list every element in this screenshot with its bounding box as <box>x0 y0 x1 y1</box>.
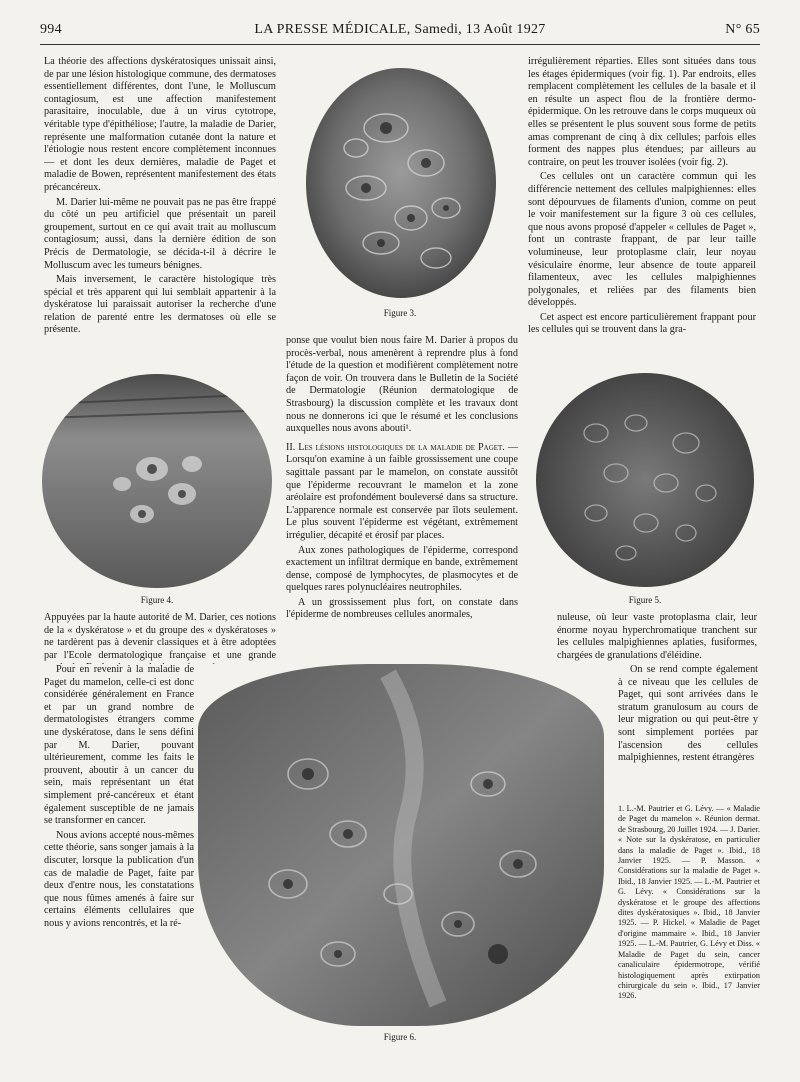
running-header <box>40 22 760 42</box>
figure-5-caption: Figure 5. <box>628 595 662 605</box>
journal-title: LA PRESSE MÉDICALE, Samedi, 13 Août 1927 <box>254 22 546 37</box>
paragraph: Pour en revenir à la maladie de Paget du mamelon, celle-ci est donc considérée généralement en France et par un grand nombre de dermatologistes étrangers comme une dyskératose, dans le sens défini par M. Darier, pouvant ultérieurement, comme les faits le prouvent, aboutir à un cancer du sein, mais représentant un état simplement pré-cancéreux et étant également susceptible de ne jamais se transformer en cancer. <box>44 664 194 827</box>
col1-top-text <box>44 56 276 346</box>
col1-bottom-text-b <box>44 664 194 1040</box>
paragraph: Appuyées par la haute autorité de M. Darier, ces notions de la « dyskératose » et du groupe des « dyskératoses » ne tardèrent pas à devenir classiques et à être adoptées par l'Ecole dermatologique française et une grande <box>44 612 276 661</box>
figure-4-caption: Figure 4. <box>140 595 174 605</box>
header-rule <box>40 44 760 45</box>
paragraph: On se rend compte également à ce niveau que les cellules de Paget, qui sont arrivées dans le stratum granulosum au cours de leur migration ou qui peut-être y sont simplement portées par l'ascension des cellules malpighiennes, restent étrangères <box>618 664 758 764</box>
paragraph: irrégulièrement réparties. Elles sont situées dans tous les étages épidermiques (voir fig. 1). Par endroits, elles remplacent complètement les cellules de la basale et il en résulte un aspect flou de la frontière dermo-épidermique. On les retrouve dans le corps muqueux où elles se présentent le plus souvent sous forme de petits amas comprenant de cinq à dix cellules; parfois elles forment des nappes plus étendues; par ailleurs au contraire, on peut les trouver isolées (voir fig. 2). <box>528 56 756 168</box>
paragraph: Mais inversement, le caractère histologique très spécial et très apparent qui lui semblait appartenir à la dyskératose lui paraissait autoriser la recherche d'une relation de parenté entre les dermatoses où elle se présente. <box>44 274 276 336</box>
paragraph: A un grossissement plus fort, on constate dans l'épiderme de nombreuses cellules anormales, <box>286 596 518 621</box>
col3-mid-text-b <box>618 664 758 792</box>
col3-mid-text-a <box>557 612 757 664</box>
section-heading: II. Les lésions histologiques de la maladie de Paget. <box>286 441 505 453</box>
paragraph: Aux zones pathologiques de l'épiderme, correspond exactement un infiltrat dermique en bande, extrêmement dense, composé de lymphocytes, de plasmocytes et de quelques rares polynucléaires neutrophiles. <box>286 544 518 594</box>
col1-bottom-text-a <box>44 612 276 664</box>
issue-number: N° 65 <box>725 22 760 37</box>
figure-3-micrograph <box>306 68 496 298</box>
paragraph: Nous avions accepté nous-mêmes cette théorie, sans songer jamais à la discuter, lorsque la publication d'un cas de maladie de Paget, faite par deux d'entre nous, les constatations que nous fûmes amenés à faire sur certains éléments cellulaires que nous y avions rencontrés, et la ré- <box>44 829 194 929</box>
figure-5-micrograph <box>536 373 754 587</box>
figure-3-caption: Figure 3. <box>383 308 417 318</box>
figure-6-caption: Figure 6. <box>383 1032 417 1042</box>
figure-4-micrograph <box>42 374 272 588</box>
paragraph: ponse que voulut bien nous faire M. Darier à propos du procès-verbal, nous amenèrent à reprendre plus à fond l'étude de la question et modifièrent complètement notre façon de voir. On trouvera dans le Bulletin de la Société de Dermatologie (Réunion dermatologique de Strasbourg) la discussion complète et les travaux dont nous ne donnerons ici que le résumé et les conclusions auxquelles nous avons abouti¹. <box>286 335 518 435</box>
paragraph: Ces cellules ont un caractère commun qui les différencie nettement des cellules malpighiennes: elles sont dépourvues de filaments d'union, comme on peut le voir manifestement sur la figure 3 où ces cellules, que nous avons proposé d'appeler « cellules de Paget », font un contraste frappant, de par leur taille volumineuse, leur protoplasme clair, leur noyau vésiculaire énorme, leur absence de toute appareil filamenteux, avec les cellules malpighiennes polygonales, et reliées par des filaments bien développés. <box>528 171 756 309</box>
page-number: 994 <box>40 22 62 37</box>
figure-6-micrograph <box>198 664 604 1026</box>
col3-top-text <box>528 56 756 344</box>
footnote: 1. L.-M. Pautrier et G. Lévy. — « Maladie de Paget du mamelon ». Réunion dermat. de Strasbourg, 20 Juillet 1924. — J. Darier. « Note sur la dyskératose, en particulier dans la maladie de Paget ». Ibid., 18 Janvier 1925. — P. Masson. « Considérations sur la maladie de Paget ». Ibid., 18 Janvier 1925. — L.-M. Pautrier et G. Lévy. « Considérations sur la dyskératose et le groupe des affections dites dyskératosiques ». Ibid., 18 Janvier 1925. — P. Hickel. « Maladie de Paget d'origine mammaire ». Ibid., 18 Janvier 1925. — L.-M. Pautrier, G. Lévy et Diss. « Maladie de Paget du sein, cancer canaliculaire épidermotrope, vérifié histologiquement après extirpation chirurgicale du sein ». Ibid., 17 Janvier 1926. <box>618 804 760 1001</box>
paragraph: M. Darier lui-même ne pouvait pas ne pas être frappé du côté un peu artificiel que présentait un pareil groupement, surtout en ce qui avait trait au molluscum contagiosum; aussi, dans la dernière édition de son Précis de Dermatologie, se décida-t-il à décrire le Molluscum avec les tumeurs bénignes. <box>44 196 276 271</box>
section-paragraph <box>286 442 518 543</box>
paragraph: La théorie des affections dyskératosiques unissait ainsi, de par une lésion histologique commune, des dermatoses essentiellement différentes, dont l'une, le Molluscum contagiosum, est une affection manifestement parasitaire, inoculable, due à un virus cytotrope, véritable type d'épithéliose; l'autre, la maladie de Darier, représente une malformation cutanée dont la nature et l'étiologie nous restent encore complètement inconnues — et dont les deux dernières, maladie de Paget et maladie de Bowen, représentent manifestement des états précancéreux. <box>44 56 276 193</box>
col2-text <box>286 335 518 653</box>
paragraph: nuleuse, où leur vaste protoplasma clair, leur énorme noyau hyperchromatique tranchent sur les cellules malpighiennes aplaties, fusiformes, chargées de granulations d'éléidine. <box>557 612 757 661</box>
paragraph-text: — Lorsqu'on examine à un faible grossissement une coupe sagittale passant par le mamelon, on constate aussitôt que l'épiderme recouvrant le mamelon et la zone aréolaire est profondément bouleversé dans sa structure. L'apparence normale est conservée par îlots seulement. Le plus souvent l'épiderme est végétant, extrêmement irrégulier, décapité et érosif par places. <box>286 441 518 541</box>
paragraph: Cet aspect est encore particulièrement frappant pour les cellules qui se trouvent dans la gra- <box>528 311 756 336</box>
